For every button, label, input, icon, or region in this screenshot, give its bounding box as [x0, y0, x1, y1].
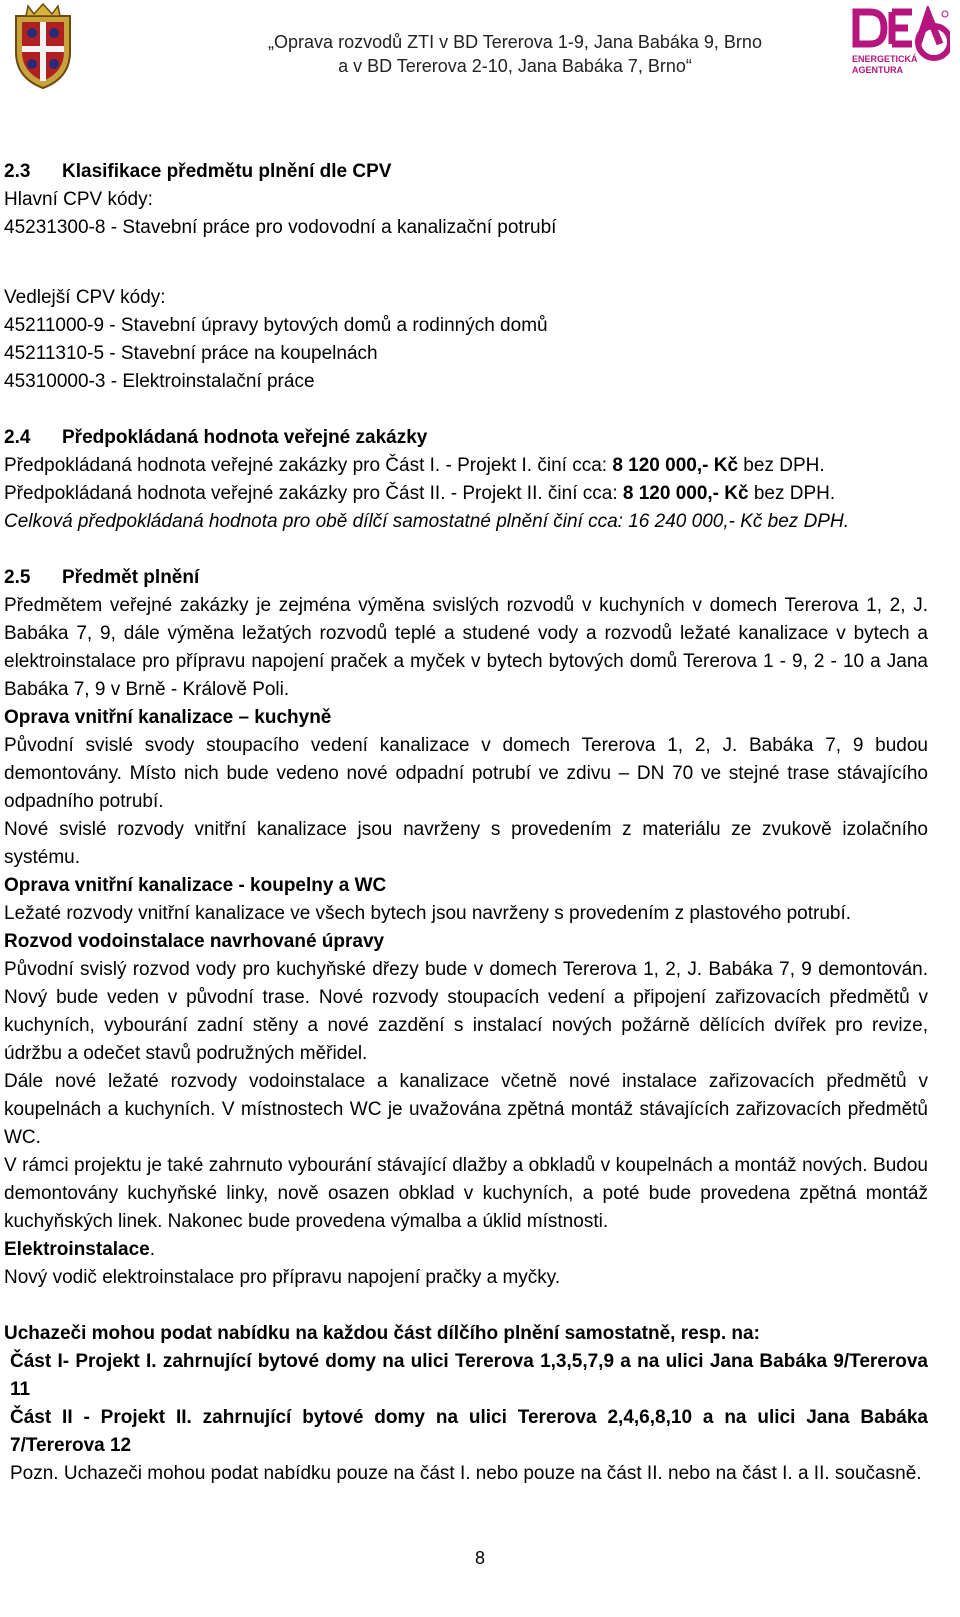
title-line-1: „Oprava rozvodů ZTI v BD Tererova 1-9, Jana Babáka 9, Brno — [268, 32, 762, 52]
subject-intro: Předmětem veřejné zakázky je zejména výměna svislých rozvodů v kuchyních v domech Tererova 1, 2, J. Babáka 7, 9, dále výměna ležatých rozvodů teplé a studené vody a rozvodů ležaté kanalizace v bytech a elektroinstalace pro přípravu napojení praček a myček v bytech bytových domů Tererova 1 - 9, 2 - 10 a Jana Babáka 7, 9 v Brně - Královĕ Poli. — [4, 595, 928, 700]
offer-part-2: Část II - Projekt II. zahrnující bytové domy na ulici Tererova 2,4,6,8,10 a na ulici Jana Babáka 7/Tererova 12 — [10, 1407, 928, 1456]
offer-note: Pozn. Uchazeči mohou podat nabídku pouze na část I. nebo pouze na část II. nebo na část I. a II. současně. — [10, 1463, 922, 1484]
value-text: Předpokládaná hodnota veřejné zakázky pro Část I. - Projekt I. činí cca: — [4, 455, 613, 476]
value-part-2 — [4, 480, 928, 508]
main-cpv-code: 45231300-8 - Stavební práce pro vodovodní a kanalizační potrubí — [4, 217, 557, 238]
logo-text-1: ENERGETICKÁ — [852, 54, 918, 64]
energeticka-agentura-logo-icon — [850, 6, 950, 78]
subheading-electrical — [4, 1236, 928, 1264]
cpv-code: 45211310-5 - Stavební práce na koupelnách — [4, 343, 378, 364]
section-2-5-heading — [4, 564, 928, 592]
section-2-4-heading — [4, 424, 928, 452]
cpv-code: 45310000-3 - Elektroinstalační práce — [4, 371, 315, 392]
section-title: Předmět plnění — [62, 567, 200, 588]
subheading-bathroom: Oprava vnitřní kanalizace - koupelny a WC — [4, 875, 387, 896]
value-amount: 8 120 000,- Kč — [622, 483, 749, 504]
water-paragraph-3: V rámci projektu je také zahrnuto vybourání stávající dlažby a obkladů v koupelnách a montáž nových. Budou demontovány kuchyňské linky, nově osazen obklad v kuchyních, a poté bude provedena zpětná montáž kuchyňských linek. Nakonec bude provedena výmalba a úklid místnosti. — [4, 1155, 928, 1232]
electrical-title: Elektroinstalace — [4, 1239, 150, 1260]
electrical-title-dot: . — [149, 1239, 156, 1260]
water-paragraph-1: Původní svislý rozvod vody pro kuchyňské dřezy bude v domech Tererova 1, 2, J. Babáka 7, 9 demontován. Nový bude veden v původní trase. Nové rozvody stoupacích vedení a připojení zařizovacích předmětů v kuchyních, vybourání zadní stěny a nové zazdění s instalací nových požárně dělících dvířek pro revize, údržbu a odečet stavů podružných měřidel. — [4, 959, 928, 1064]
value-part-1 — [4, 452, 928, 480]
section-number: 2.4 — [4, 427, 31, 448]
section-2-3-heading — [4, 158, 928, 186]
kitchen-paragraph-1: Původní svislé svody stoupacího vedení kanalizace v domech Tererova 1, 2, J. Babáka 7, 9 budou demontovány. Místo nich bude vedeno nové odpadní potrubí ve zdivu – DN 70 ve stejné trase stávajícího odpadního potrubí. — [4, 735, 928, 812]
title-line-2: a v BD Tererova 2-10, Jana Babáka 7, Brno“ — [338, 56, 692, 76]
bathroom-paragraph: Ležaté rozvody vnitřní kanalizace ve všech bytech jsou navrženy s provedením z plastového potrubí. — [4, 903, 852, 924]
water-paragraph-2: Dále nové ležaté rozvody vodoinstalace a kanalizace včetně nové instalace zařizovacích předmětů v koupelnách a kuchyních. V místnostech WC je uvažována zpětná montáž stávajících zařizovacích předmětů WC. — [4, 1071, 928, 1148]
value-total: Celková předpokládaná hodnota pro obě dílčí samostatné plnění činí cca: 16 240 000,- Kč bez DPH. — [4, 511, 849, 532]
value-suffix: bez DPH. — [738, 455, 825, 476]
subheading-water: Rozvod vodoinstalace navrhované úpravy — [4, 931, 385, 952]
kitchen-paragraph-2: Nové svislé rozvody vnitřní kanalizace jsou navrženy s provedením z materiálu ze zvukově izolačního systému. — [4, 819, 928, 868]
page-header — [0, 0, 960, 100]
value-text: Předpokládaná hodnota veřejné zakázky pro Část II. - Projekt II. činí cca: — [4, 483, 623, 504]
offer-part-1: Část I- Projekt I. zahrnující bytové domy na ulici Tererova 1,3,5,7,9 a na ulici Jana Babáka 9/Tererova 11 — [10, 1351, 928, 1400]
offer-heading: Uchazeči mohou podat nabídku na každou část dílčího plnění samostatně, resp. na: — [4, 1323, 760, 1344]
document-body — [4, 158, 928, 1488]
value-suffix: bez DPH. — [748, 483, 836, 504]
section-title: Klasifikace předmětu plnění dle CPV — [62, 161, 392, 182]
section-number: 2.5 — [4, 567, 31, 588]
page-number: 8 — [474, 1548, 485, 1568]
secondary-cpv-label: Vedlejší CPV kódy: — [4, 287, 166, 308]
main-cpv-label: Hlavní CPV kódy: — [4, 189, 153, 210]
subheading-kitchen: Oprava vnitřní kanalizace – kuchyně — [4, 707, 332, 728]
logo-text-2: AGENTURA — [852, 65, 903, 75]
cpv-code: 45211000-9 - Stavební úpravy bytových domů a rodinných domů — [4, 315, 548, 336]
value-amount: 8 120 000,- Kč — [612, 455, 739, 476]
document-title — [0, 30, 960, 78]
section-title: Předpokládaná hodnota veřejné zakázky — [62, 427, 428, 448]
section-number: 2.3 — [4, 161, 31, 182]
electrical-paragraph: Nový vodič elektroinstalace pro přípravu napojení pračky a myčky. — [4, 1267, 561, 1288]
